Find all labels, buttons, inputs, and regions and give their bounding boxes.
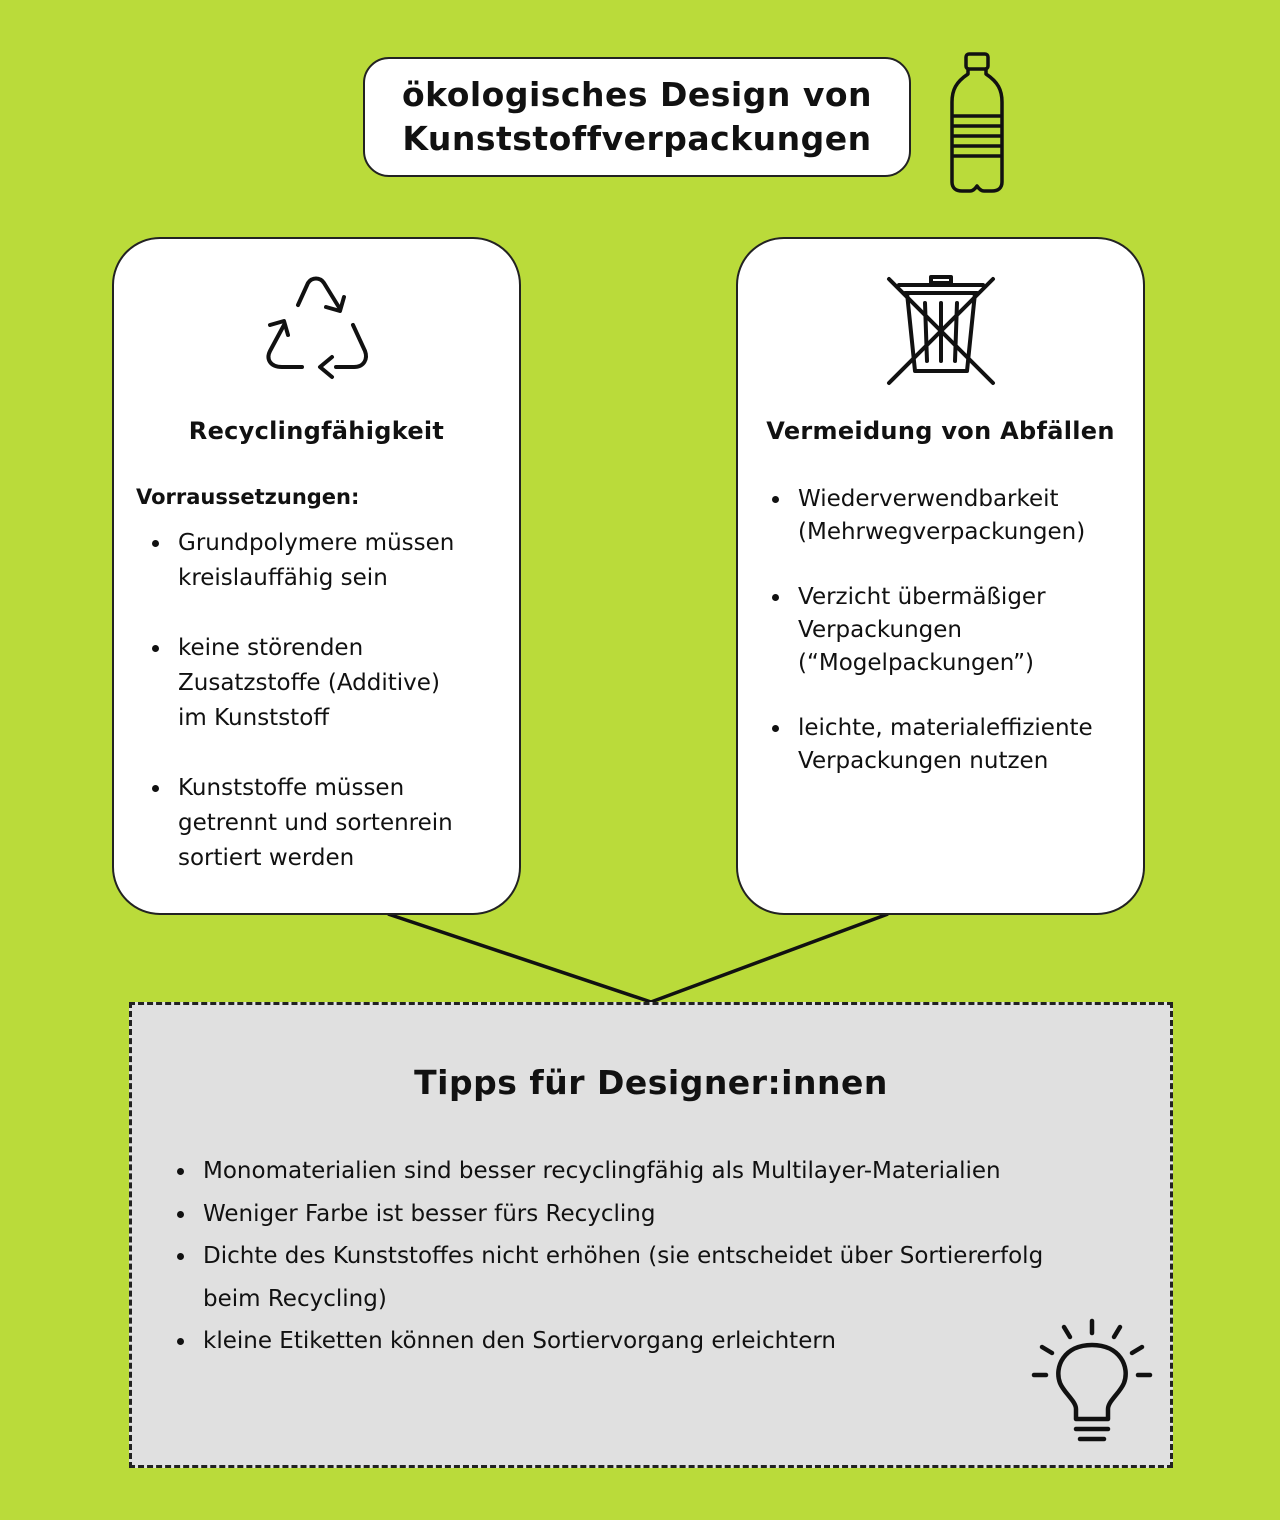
connector-right — [651, 914, 888, 1002]
list-item: Dichte des Kunststoffes nicht erhöhen (sie entscheidet über Sortiererfolg beim Recycling) — [177, 1235, 1077, 1320]
waste-avoidance-heading: Vermeidung von Abfällen — [766, 417, 1115, 445]
list-item: leichte, materialeffiziente Verpackungen nutzen — [772, 712, 1132, 778]
title-line-2: Kunststoffverpackungen — [402, 119, 872, 158]
waste-avoidance-card — [736, 237, 1145, 915]
list-item: kleine Etiketten können den Sortiervorgang erleichtern — [177, 1320, 1077, 1363]
crossed-trash-bin-icon — [883, 273, 999, 389]
list-item: Wiederverwendbarkeit (Mehrwegverpackungen) — [772, 483, 1132, 549]
list-item: keine störenden Zusatzstoffe (Additive) im Kunststoff — [152, 631, 512, 736]
prerequisites-label: Vorraussetzungen: — [136, 485, 360, 509]
recyclability-card — [112, 237, 521, 915]
list-item: Monomaterialien sind besser recyclingfähig als Multilayer-Materialien — [177, 1150, 1077, 1193]
list-item: Weniger Farbe ist besser fürs Recycling — [177, 1193, 1077, 1236]
prerequisites-list — [152, 526, 512, 911]
recyclability-heading: Recyclingfähigkeit — [188, 417, 445, 445]
designer-tips-box — [129, 1002, 1173, 1468]
title-line-1: ökologisches Design von — [401, 75, 873, 114]
list-item: Kunststoffe müssen getrennt und sortenrein sortiert werden — [152, 771, 512, 876]
plastic-bottle-icon — [944, 50, 1010, 195]
lightbulb-icon — [1030, 1317, 1154, 1449]
list-item: Grundpolymere müssen kreislauffähig sein — [152, 526, 512, 596]
recycle-icon — [256, 269, 378, 391]
title-box — [363, 57, 911, 177]
connector-left — [388, 914, 651, 1002]
list-item: Verzicht übermäßiger Verpackungen (“Mogelpackungen”) — [772, 581, 1132, 680]
tips-heading: Tipps für Designer:innen — [414, 1063, 888, 1102]
waste-avoidance-list — [772, 483, 1132, 810]
tips-list — [177, 1150, 1077, 1363]
